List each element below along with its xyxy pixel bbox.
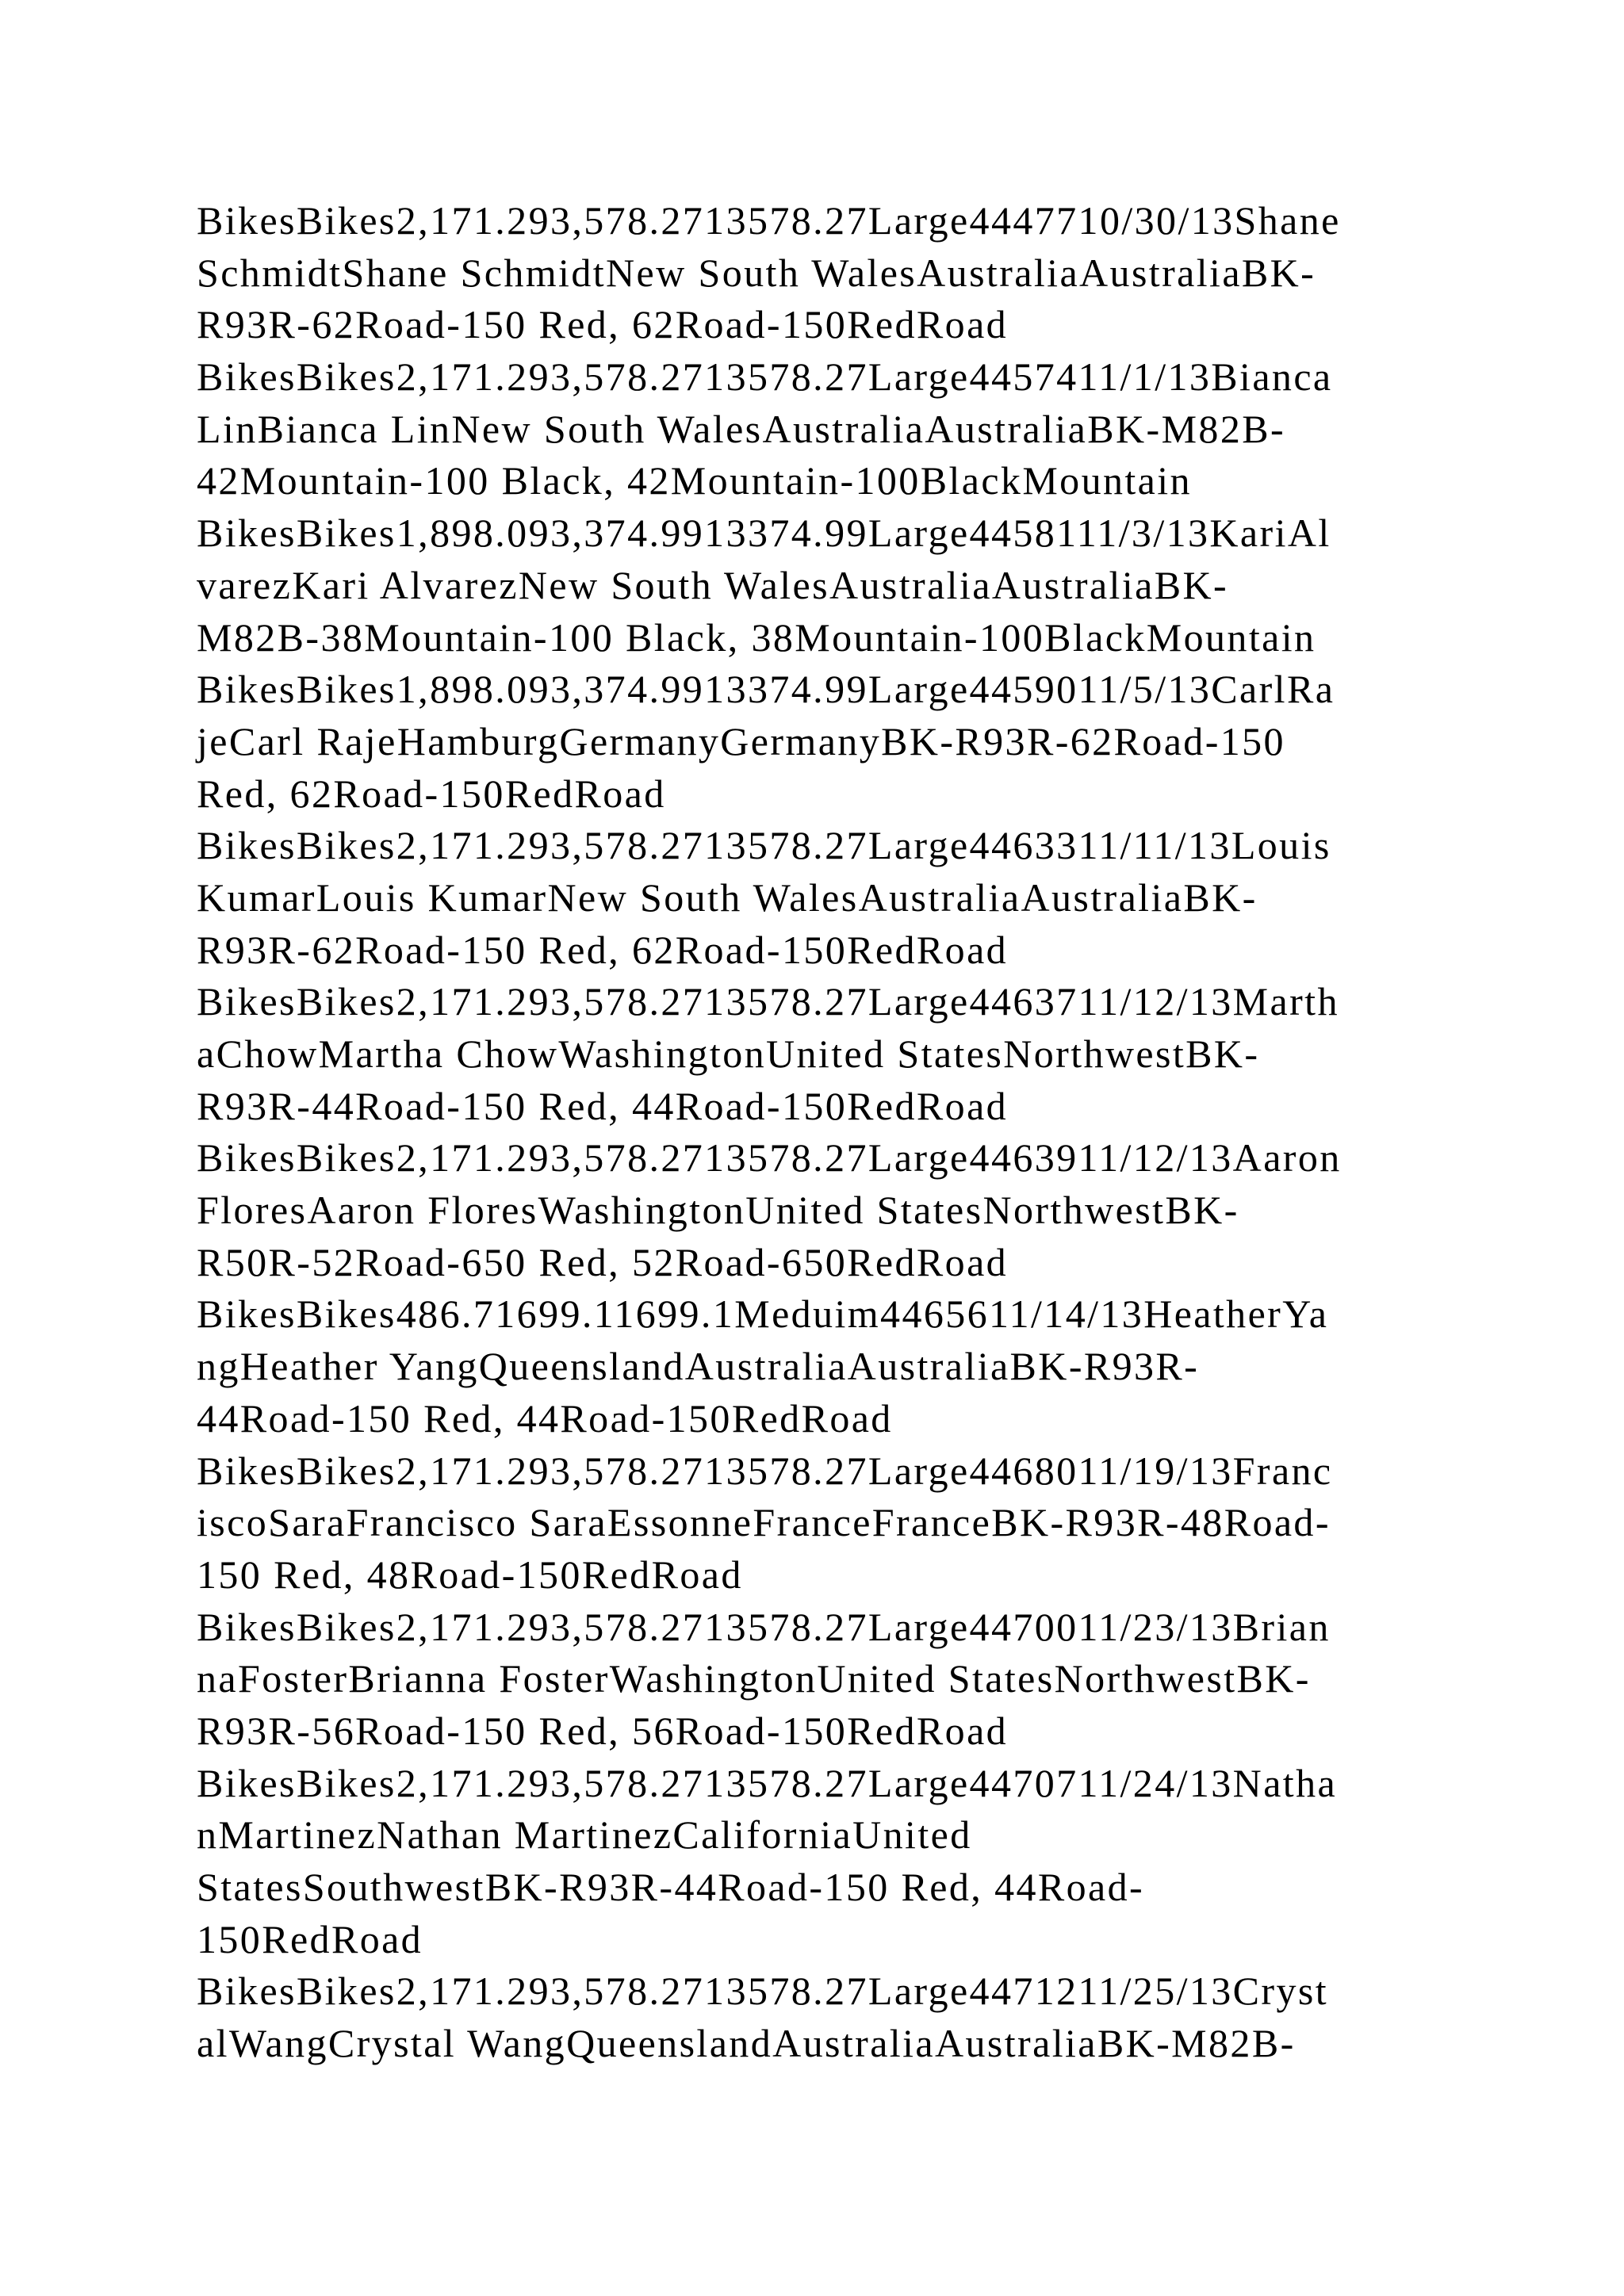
text-line: M82B-38Mountain-100 Black, 38Mountain-100BlackMountain	[197, 614, 1316, 660]
text-line: BikesBikes2,171.293,578.2713578.27Large4447710/30/13Shane	[197, 198, 1341, 243]
text-line: SchmidtShane SchmidtNew South WalesAustraliaAustraliaBK-	[197, 250, 1316, 295]
text-line: BikesBikes2,171.293,578.2713578.27Large4471211/25/13Cryst	[197, 1969, 1329, 2014]
text-line: R93R-62Road-150 Red, 62Road-150RedRoad	[197, 927, 1009, 972]
text-line: alWangCrystal WangQueenslandAustraliaAustraliaBK-M82B-	[197, 2021, 1296, 2066]
text-line: FloresAaron FloresWashingtonUnited StatesNorthwestBK-	[197, 1188, 1239, 1233]
text-line: jeCarl RajeHamburgGermanyGermanyBK-R93R-62Road-150	[197, 718, 1285, 763]
text-line: 150 Red, 48Road-150RedRoad	[197, 1552, 743, 1597]
text-line: aChowMartha ChowWashingtonUnited StatesNorthwestBK-	[197, 1031, 1260, 1076]
text-line: BikesBikes2,171.293,578.2713578.27Large4457411/1/13Bianca	[197, 354, 1333, 400]
text-line: BikesBikes2,171.293,578.2713578.27Large4470711/24/13Natha	[197, 1760, 1338, 1805]
text-line: R93R-56Road-150 Red, 56Road-150RedRoad	[197, 1708, 1009, 1753]
text-line: StatesSouthwestBK-R93R-44Road-150 Red, 44Road-	[197, 1865, 1145, 1909]
text-line: R93R-62Road-150 Red, 62Road-150RedRoad	[197, 302, 1009, 347]
text-line: 150RedRoad	[197, 1916, 423, 1961]
text-line: iscoSaraFrancisco SaraEssonneFranceFranceBK-R93R-48Road-	[197, 1500, 1331, 1545]
text-line: BikesBikes486.71699.11699.1Meduim4465611/14/13HeatherYa	[197, 1292, 1329, 1337]
text-line: nMartinezNathan MartinezCaliforniaUnited	[197, 1812, 972, 1858]
text-line: BikesBikes2,171.293,578.2713578.27Large4470011/23/13Brian	[197, 1604, 1331, 1649]
text-line: BikesBikes2,171.293,578.2713578.27Large4463911/12/13Aaron	[197, 1135, 1342, 1181]
text-line: 44Road-150 Red, 44Road-150RedRoad	[197, 1395, 893, 1441]
text-line: ngHeather YangQueenslandAustraliaAustraliaBK-R93R-	[197, 1344, 1200, 1389]
text-line: varezKari AlvarezNew South WalesAustraliaAustraliaBK-	[197, 562, 1229, 607]
text-line: BikesBikes1,898.093,374.9913374.99Large4458111/3/13KariAl	[197, 511, 1331, 556]
text-line: BikesBikes2,171.293,578.2713578.27Large4468011/19/13Franc	[197, 1448, 1333, 1493]
text-line: BikesBikes1,898.093,374.9913374.99Large4459011/5/13CarlRa	[197, 667, 1335, 712]
text-line: R50R-52Road-650 Red, 52Road-650RedRoad	[197, 1239, 1009, 1284]
document-body-text	[197, 195, 1450, 2070]
text-line: naFosterBrianna FosterWashingtonUnited StatesNorthwestBK-	[197, 1656, 1311, 1701]
text-line: R93R-44Road-150 Red, 44Road-150RedRoad	[197, 1083, 1009, 1128]
text-line: 42Mountain-100 Black, 42Mountain-100BlackMountain	[197, 458, 1192, 503]
text-line: Red, 62Road-150RedRoad	[197, 771, 666, 816]
text-line: BikesBikes2,171.293,578.2713578.27Large4463711/12/13Marth	[197, 979, 1339, 1024]
text-line: KumarLouis KumarNew South WalesAustraliaAustraliaBK-	[197, 874, 1258, 920]
text-line: LinBianca LinNew South WalesAustraliaAustraliaBK-M82B-	[197, 406, 1286, 451]
text-line: BikesBikes2,171.293,578.2713578.27Large4463311/11/13Louis	[197, 823, 1331, 868]
